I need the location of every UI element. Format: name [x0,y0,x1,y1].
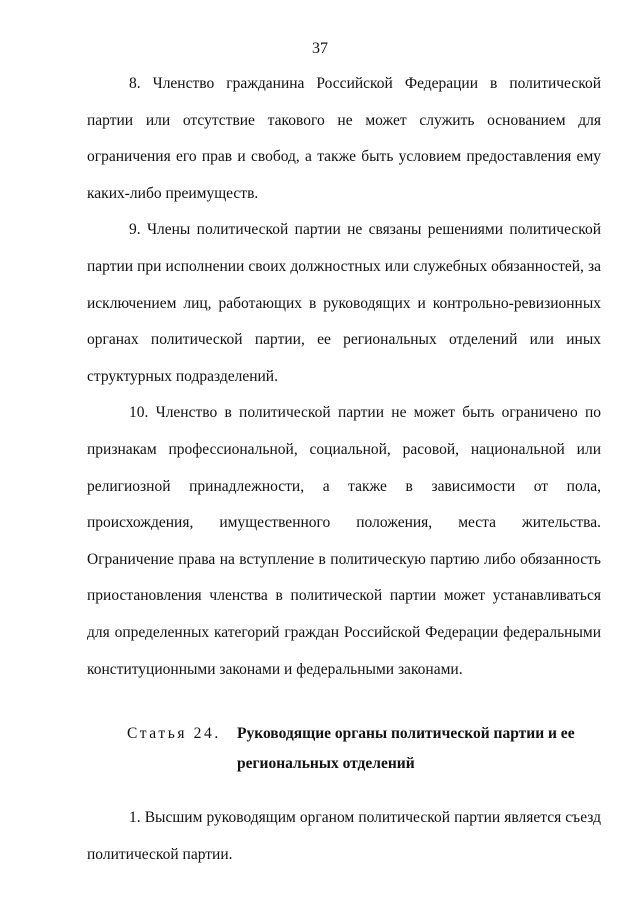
paragraph-8: 8. Членство гражданина Российской Федерации в политической партии или отсутствие такового не может служить основанием для ограничения его прав и свобод, а также быть условием предоставления ему каких-либо преимуществ. [87,75,601,202]
article-number: Статья 24. [127,725,221,742]
paragraph-9: 9. Члены политической партии не связаны решениями политической партии при исполнении своих должностных или служебных обязанностей, за исключением лиц, работающих в руководящих и контрольно-ревизионных органах политической партии, ее региональных отделений или иных структурных подразделений. [87,221,601,385]
article-title: Руководящие органы политической партии и ее региональных отделений [237,725,575,772]
article-text-block [87,800,601,873]
main-text-block [87,66,601,688]
page-number: 37 [312,40,328,57]
article-heading [127,719,601,779]
paragraph-10: 10. Членство в политической партии не может быть ограничено по признакам профессиональной, социальной, расовой, национальной или религиозной принадлежности, а также в зависимости от пола, происхождения, имущественного положения, места жительства. Ограничение права на вступление в политическую партию либо обязанность приостановления членства в политической партии может устанавливаться для определенных категорий граждан Российской Федерации федеральными конституционными законами и федеральными законами. [87,404,601,678]
article-paragraph-1: 1. Высшим руководящим органом политической партии является съезд политической партии. [87,809,601,863]
